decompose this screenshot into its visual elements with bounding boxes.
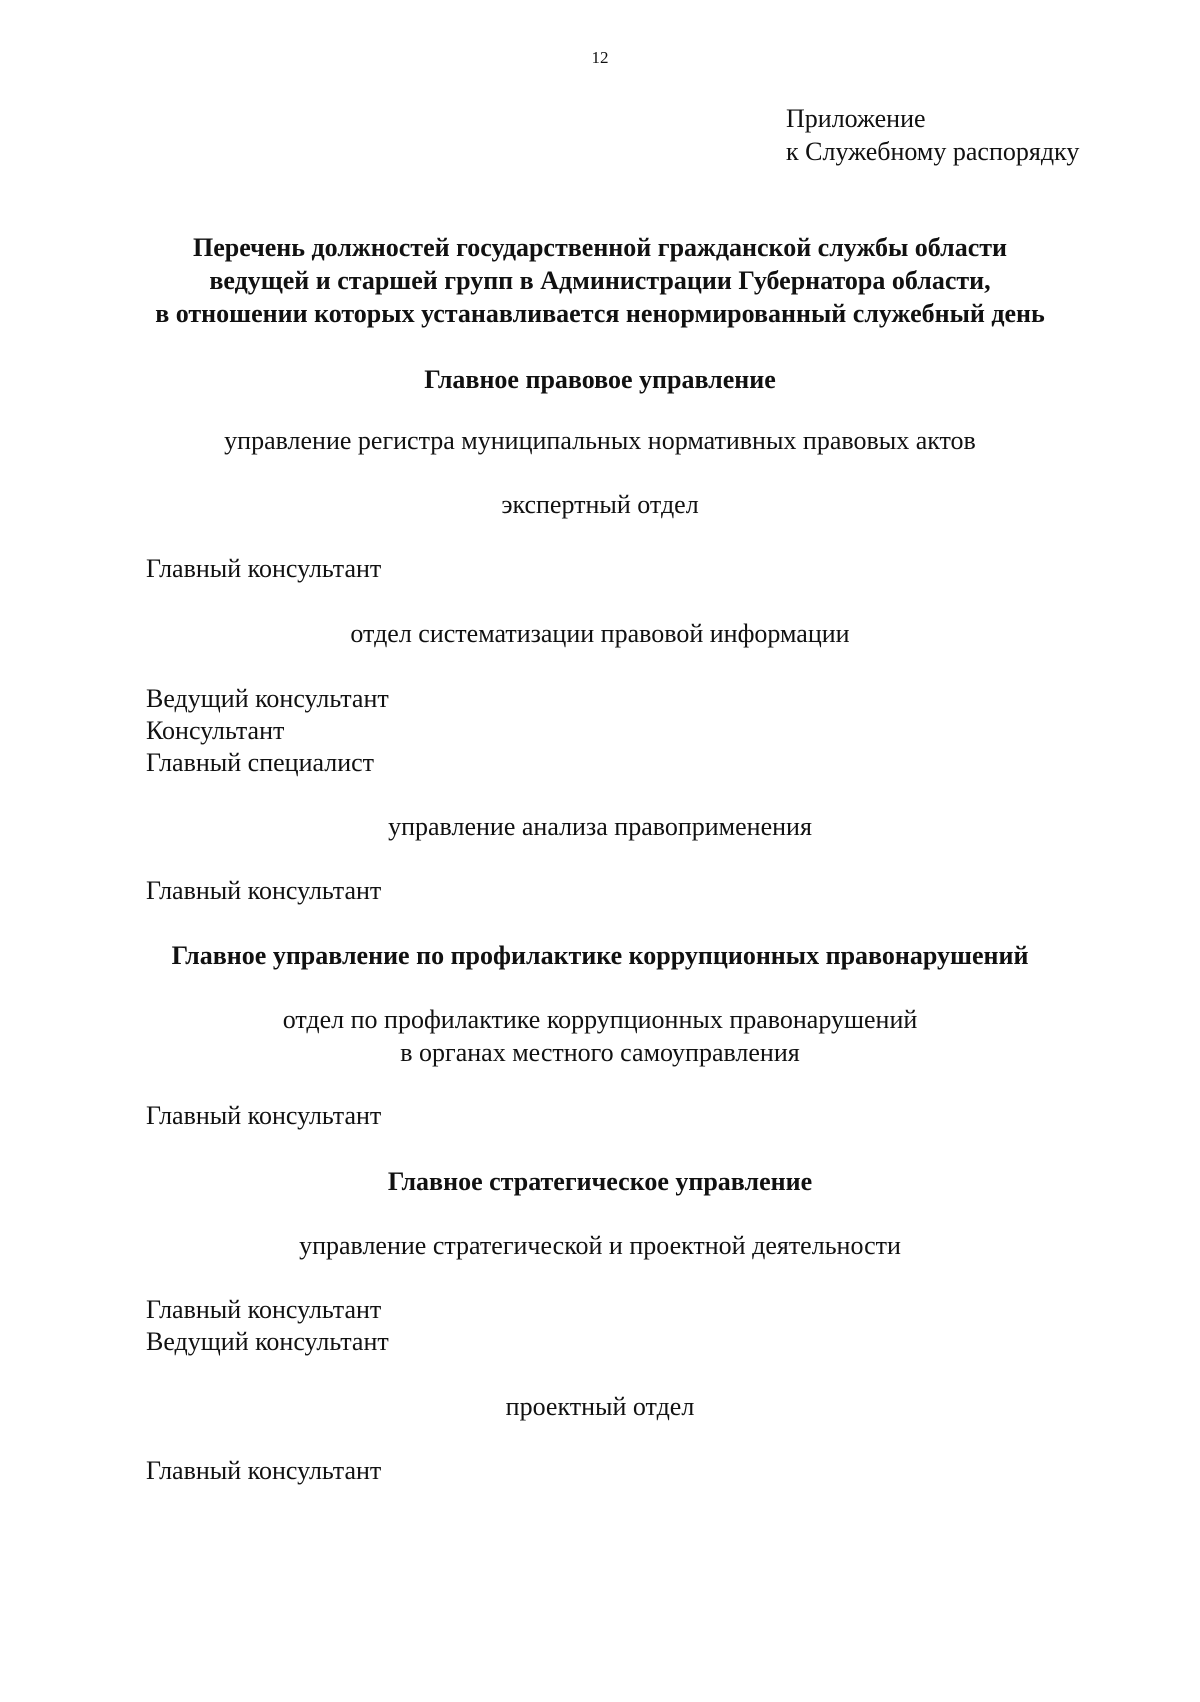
position-item: Ведущий консультант xyxy=(146,1327,389,1356)
title-line-3: в отношении которых устанавливается ненормированный служебный день xyxy=(155,299,1045,328)
position-item: Консультант xyxy=(146,716,285,745)
subunit-name: экспертный отдел xyxy=(501,490,699,519)
position-item: Главный консультант xyxy=(146,1295,382,1324)
appendix-note xyxy=(786,102,1079,168)
section-heading: Главное стратегическое управление xyxy=(387,1167,813,1196)
subunit-name-line-2: в органах местного самоуправления xyxy=(400,1038,800,1067)
subunit-name: управление стратегической и проектной деятельности xyxy=(299,1231,901,1260)
position-item: Главный консультант xyxy=(146,1456,382,1485)
document-title xyxy=(0,231,1200,330)
subunit-name: управление регистра муниципальных нормативных правовых актов xyxy=(224,426,976,455)
subunit-name: проектный отдел xyxy=(505,1392,695,1421)
subunit-name-line-1: отдел по профилактике коррупционных правонарушений xyxy=(282,1005,918,1034)
position-item: Главный специалист xyxy=(146,748,375,777)
subunit-name: управление анализа правоприменения xyxy=(388,812,812,841)
title-line-1: Перечень должностей государственной гражданской службы области xyxy=(192,233,1007,262)
position-item: Главный консультант xyxy=(146,554,382,583)
position-item: Ведущий консультант xyxy=(146,684,389,713)
position-item: Главный консультант xyxy=(146,1101,382,1130)
position-item: Главный консультант xyxy=(146,876,382,905)
section-heading: Главное правовое управление xyxy=(424,365,776,394)
title-line-2: ведущей и старшей групп в Администрации Губернатора области, xyxy=(209,266,991,295)
section-heading: Главное управление по профилактике коррупционных правонарушений xyxy=(171,941,1029,970)
appendix-line-2: к Служебному распорядку xyxy=(786,137,1080,166)
subunit-name: отдел систематизации правовой информации xyxy=(350,619,850,648)
appendix-line-1: Приложение xyxy=(786,104,926,133)
page-number: 12 xyxy=(591,48,609,67)
